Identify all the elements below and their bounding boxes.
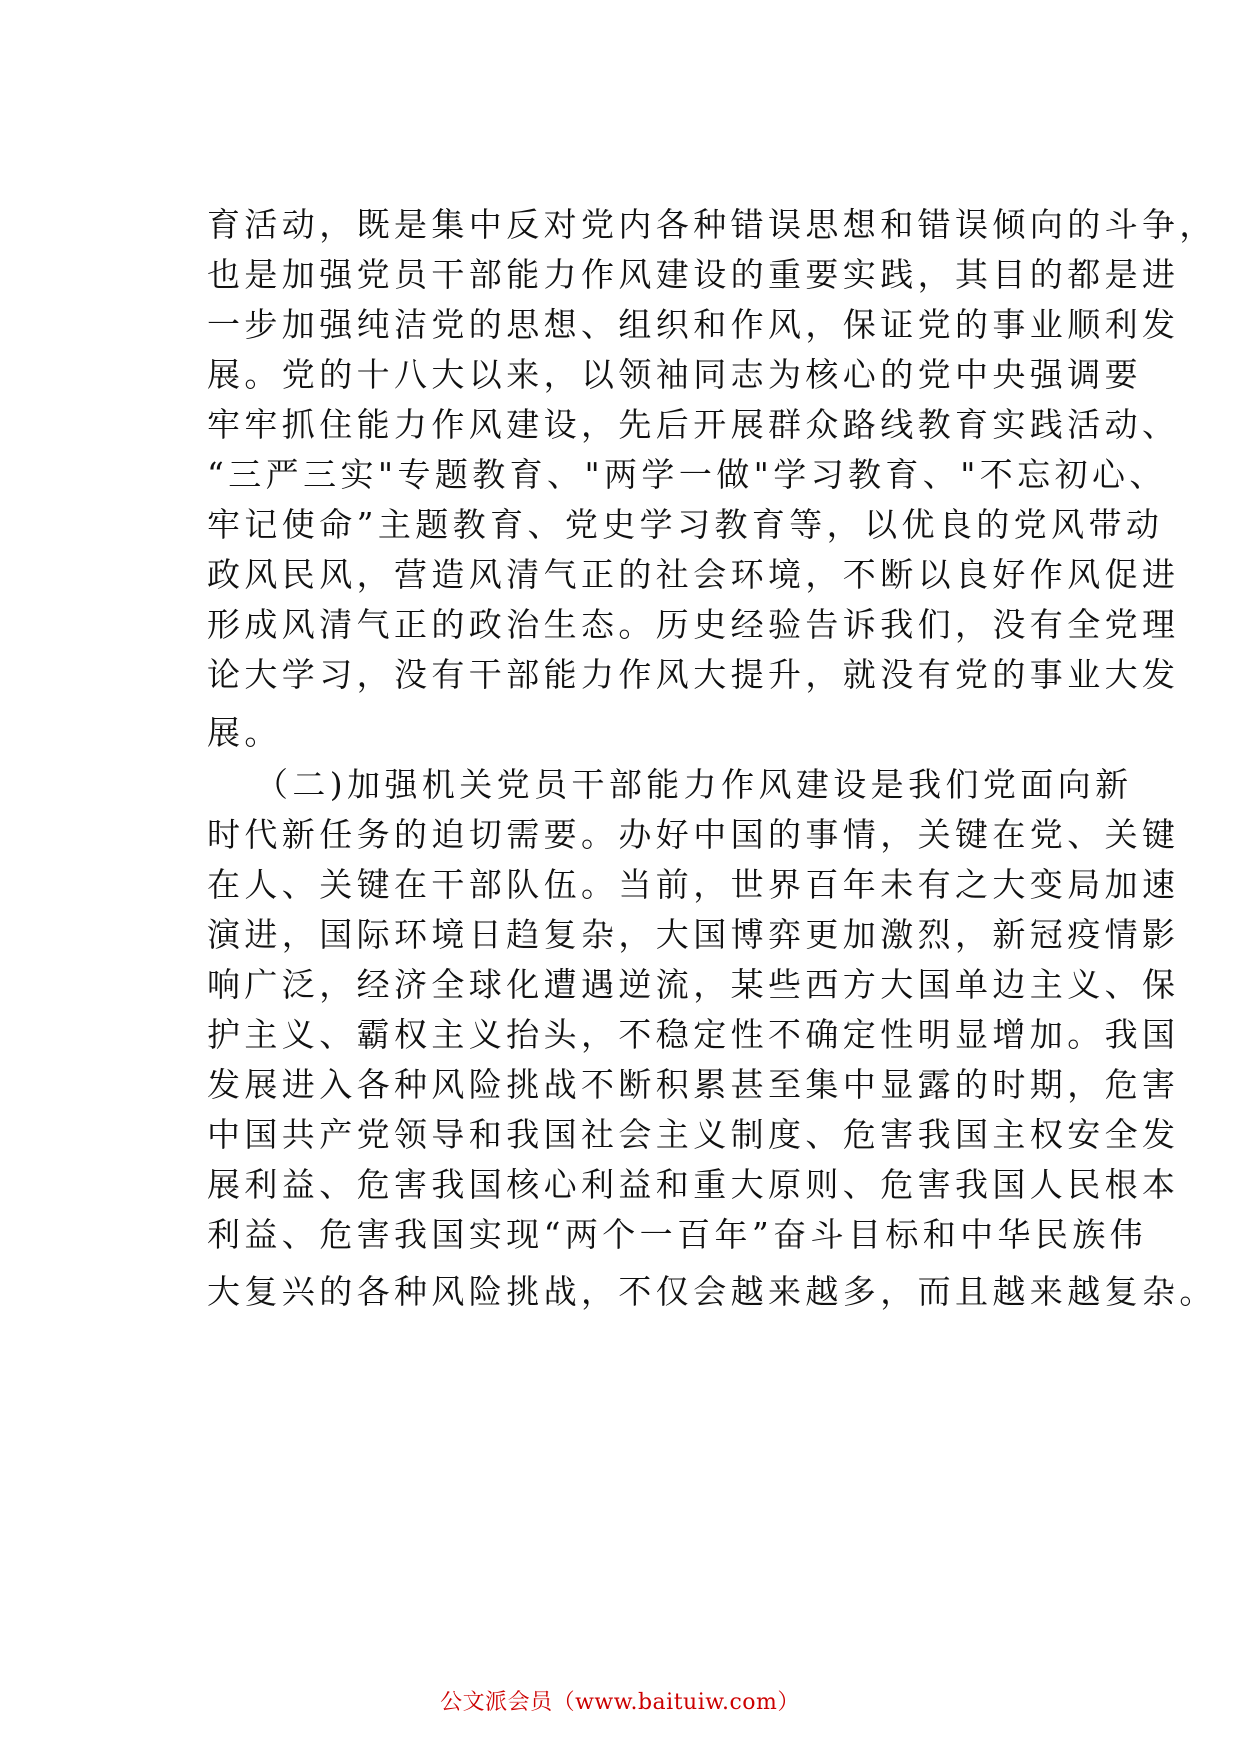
text-line-22: 大复兴的各种风险挑战，不仅会越来越多，而且越来越复杂。 — [207, 1272, 1217, 1311]
text-line-18: 发展进入各种风险挑战不断积累甚至集中显露的时期，危害 — [207, 1065, 1180, 1104]
text-line-20: 展利益、危害我国核心利益和重大原则、危害我国人民根本 — [207, 1165, 1180, 1204]
footer-watermark: 公文派会员（www.baituiw.com） — [440, 1690, 800, 1715]
text-line-19: 中国共产党领导和我国社会主义制度、危害我国主权安全发 — [207, 1115, 1180, 1154]
text-line-21: 利益、危害我国实现“两个一百年”奋斗目标和中华民族伟 — [207, 1215, 1148, 1254]
text-line-14: 在人、关键在干部队伍。当前，世界百年未有之大变局加速 — [207, 865, 1180, 904]
text-line-3: 一步加强纯洁党的思想、组织和作风，保证党的事业顺利发 — [207, 305, 1180, 344]
text-line-17: 护主义、霸权主义抬头，不稳定性不确定性明显增加。我国 — [207, 1015, 1180, 1054]
text-line-15: 演进，国际环境日趋复杂，大国博弈更加激烈，新冠疫情影 — [207, 915, 1180, 954]
paragraph-2-first-line: （二)加强机关党员干部能力作风建设是我们党面向新 — [255, 765, 1133, 804]
text-line-9: 形成风清气正的政治生态。历史经验告诉我们，没有全党理 — [207, 605, 1180, 644]
text-line-6: “三严三实"专题教育、"两学一做"学习教育、"不忘初心、 — [207, 455, 1167, 494]
text-line-5: 牢牢抓住能力作风建设，先后开展群众路线教育实践活动、 — [207, 405, 1180, 444]
text-line-10: 论大学习，没有干部能力作风大提升，就没有党的事业大发 — [207, 655, 1180, 694]
text-line-16: 响广泛，经济全球化遭遇逆流，某些西方大国单边主义、保 — [207, 965, 1180, 1004]
text-line-13: 时代新任务的迫切需要。办好中国的事情，关键在党、关键 — [207, 815, 1180, 854]
text-line-7: 牢记使命”主题教育、党史学习教育等，以优良的党风带动 — [207, 505, 1164, 544]
text-line-1: 育活动，既是集中反对党内各种错误思想和错误倾向的斗争， — [207, 205, 1217, 244]
text-line-2: 也是加强党员干部能力作风建设的重要实践，其目的都是进 — [207, 255, 1180, 294]
text-line-8: 政风民风，营造风清气正的社会环境，不断以良好作风促进 — [207, 555, 1180, 594]
text-line-11: 展。 — [207, 713, 282, 752]
text-line-4: 展。党的十八大以来，以领袖同志为核心的党中央强调要 — [207, 355, 1142, 394]
